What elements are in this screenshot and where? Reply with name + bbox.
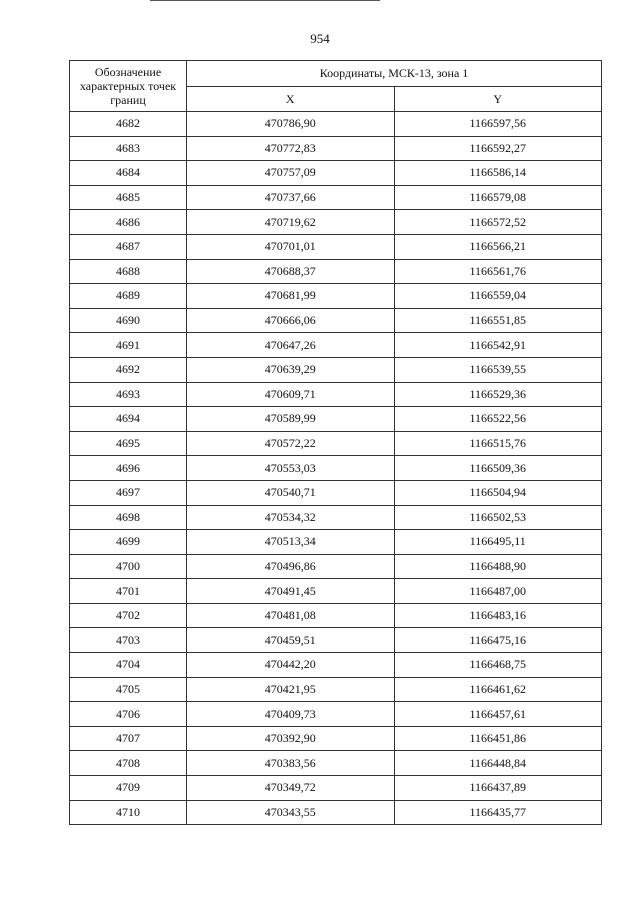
x-cell: 470589,99 bbox=[187, 407, 395, 432]
x-cell: 470421,95 bbox=[187, 677, 395, 702]
y-cell: 1166504,94 bbox=[394, 480, 602, 505]
point-cell: 4710 bbox=[70, 800, 187, 825]
table-row bbox=[70, 259, 602, 284]
point-cell: 4682 bbox=[70, 112, 187, 137]
x-cell: 470639,29 bbox=[187, 357, 395, 382]
point-cell: 4686 bbox=[70, 210, 187, 235]
x-cell: 470719,62 bbox=[187, 210, 395, 235]
point-cell: 4706 bbox=[70, 702, 187, 727]
table-row bbox=[70, 530, 602, 555]
point-cell: 4694 bbox=[70, 407, 187, 432]
point-cell: 4699 bbox=[70, 530, 187, 555]
x-cell: 470688,37 bbox=[187, 259, 395, 284]
point-cell: 4701 bbox=[70, 579, 187, 604]
table-row bbox=[70, 554, 602, 579]
table-row bbox=[70, 234, 602, 259]
x-cell: 470481,08 bbox=[187, 603, 395, 628]
x-cell: 470343,55 bbox=[187, 800, 395, 825]
y-cell: 1166539,55 bbox=[394, 357, 602, 382]
y-cell: 1166483,16 bbox=[394, 603, 602, 628]
point-cell: 4705 bbox=[70, 677, 187, 702]
y-cell: 1166572,52 bbox=[394, 210, 602, 235]
table-row bbox=[70, 751, 602, 776]
table-row bbox=[70, 702, 602, 727]
point-cell: 4695 bbox=[70, 431, 187, 456]
point-cell: 4700 bbox=[70, 554, 187, 579]
y-cell: 1166502,53 bbox=[394, 505, 602, 530]
x-cell: 470442,20 bbox=[187, 653, 395, 678]
table-row bbox=[70, 505, 602, 530]
point-cell: 4708 bbox=[70, 751, 187, 776]
x-cell: 470459,51 bbox=[187, 628, 395, 653]
y-cell: 1166522,56 bbox=[394, 407, 602, 432]
x-cell: 470534,32 bbox=[187, 505, 395, 530]
point-cell: 4688 bbox=[70, 259, 187, 284]
y-cell: 1166515,76 bbox=[394, 431, 602, 456]
point-cell: 4690 bbox=[70, 308, 187, 333]
x-cell: 470572,22 bbox=[187, 431, 395, 456]
y-cell: 1166559,04 bbox=[394, 284, 602, 309]
y-cell: 1166592,27 bbox=[394, 136, 602, 161]
point-cell: 4687 bbox=[70, 234, 187, 259]
table-row bbox=[70, 308, 602, 333]
point-cell: 4709 bbox=[70, 776, 187, 801]
scan-edge-line bbox=[150, 0, 380, 1]
table-body bbox=[70, 112, 602, 825]
table-row bbox=[70, 776, 602, 801]
y-cell: 1166468,75 bbox=[394, 653, 602, 678]
y-cell: 1166509,36 bbox=[394, 456, 602, 481]
x-cell: 470609,71 bbox=[187, 382, 395, 407]
table-row bbox=[70, 333, 602, 358]
table-row bbox=[70, 800, 602, 825]
y-cell: 1166461,62 bbox=[394, 677, 602, 702]
page-number: 954 bbox=[310, 31, 330, 46]
point-cell: 4691 bbox=[70, 333, 187, 358]
x-cell: 470553,03 bbox=[187, 456, 395, 481]
table-row bbox=[70, 407, 602, 432]
table-row bbox=[70, 112, 602, 137]
y-cell: 1166495,11 bbox=[394, 530, 602, 555]
table-row bbox=[70, 185, 602, 210]
point-cell: 4684 bbox=[70, 161, 187, 186]
coords-group-header: Координаты, МСК-13, зона 1 bbox=[187, 61, 602, 87]
coordinates-table bbox=[69, 60, 602, 825]
y-cell: 1166457,61 bbox=[394, 702, 602, 727]
x-cell: 470647,26 bbox=[187, 333, 395, 358]
point-cell: 4693 bbox=[70, 382, 187, 407]
x-cell: 470491,45 bbox=[187, 579, 395, 604]
point-cell: 4697 bbox=[70, 480, 187, 505]
point-cell: 4689 bbox=[70, 284, 187, 309]
y-cell: 1166586,14 bbox=[394, 161, 602, 186]
table-row bbox=[70, 382, 602, 407]
y-cell: 1166579,08 bbox=[394, 185, 602, 210]
x-column-header: X bbox=[187, 87, 395, 112]
y-cell: 1166475,16 bbox=[394, 628, 602, 653]
x-cell: 470786,90 bbox=[187, 112, 395, 137]
table-row bbox=[70, 653, 602, 678]
y-cell: 1166542,91 bbox=[394, 333, 602, 358]
x-cell: 470513,34 bbox=[187, 530, 395, 555]
x-cell: 470496,86 bbox=[187, 554, 395, 579]
table-row bbox=[70, 677, 602, 702]
y-cell: 1166551,85 bbox=[394, 308, 602, 333]
y-cell: 1166437,89 bbox=[394, 776, 602, 801]
y-cell: 1166597,56 bbox=[394, 112, 602, 137]
table-row bbox=[70, 726, 602, 751]
x-cell: 470540,71 bbox=[187, 480, 395, 505]
table-row bbox=[70, 136, 602, 161]
point-cell: 4696 bbox=[70, 456, 187, 481]
table-row bbox=[70, 480, 602, 505]
point-cell: 4703 bbox=[70, 628, 187, 653]
table-row bbox=[70, 603, 602, 628]
x-cell: 470392,90 bbox=[187, 726, 395, 751]
table-row bbox=[70, 579, 602, 604]
table-row bbox=[70, 357, 602, 382]
point-cell: 4707 bbox=[70, 726, 187, 751]
x-cell: 470757,09 bbox=[187, 161, 395, 186]
x-cell: 470409,73 bbox=[187, 702, 395, 727]
y-cell: 1166487,00 bbox=[394, 579, 602, 604]
x-cell: 470666,06 bbox=[187, 308, 395, 333]
point-cell: 4702 bbox=[70, 603, 187, 628]
y-cell: 1166561,76 bbox=[394, 259, 602, 284]
table-row bbox=[70, 210, 602, 235]
x-cell: 470349,72 bbox=[187, 776, 395, 801]
table-row bbox=[70, 431, 602, 456]
x-cell: 470701,01 bbox=[187, 234, 395, 259]
table-header bbox=[70, 61, 602, 112]
y-cell: 1166435,77 bbox=[394, 800, 602, 825]
y-cell: 1166566,21 bbox=[394, 234, 602, 259]
header-row-1 bbox=[70, 61, 602, 87]
point-cell: 4698 bbox=[70, 505, 187, 530]
table-row bbox=[70, 284, 602, 309]
x-cell: 470772,83 bbox=[187, 136, 395, 161]
y-cell: 1166529,36 bbox=[394, 382, 602, 407]
point-cell: 4704 bbox=[70, 653, 187, 678]
y-cell: 1166488,90 bbox=[394, 554, 602, 579]
x-cell: 470737,66 bbox=[187, 185, 395, 210]
table-row bbox=[70, 456, 602, 481]
x-cell: 470681,99 bbox=[187, 284, 395, 309]
y-cell: 1166451,86 bbox=[394, 726, 602, 751]
point-column-header: Обозначение характерных точек границ bbox=[70, 61, 187, 112]
point-cell: 4692 bbox=[70, 357, 187, 382]
table-row bbox=[70, 628, 602, 653]
y-column-header: Y bbox=[394, 87, 602, 112]
point-cell: 4685 bbox=[70, 185, 187, 210]
y-cell: 1166448,84 bbox=[394, 751, 602, 776]
x-cell: 470383,56 bbox=[187, 751, 395, 776]
table-row bbox=[70, 161, 602, 186]
point-cell: 4683 bbox=[70, 136, 187, 161]
